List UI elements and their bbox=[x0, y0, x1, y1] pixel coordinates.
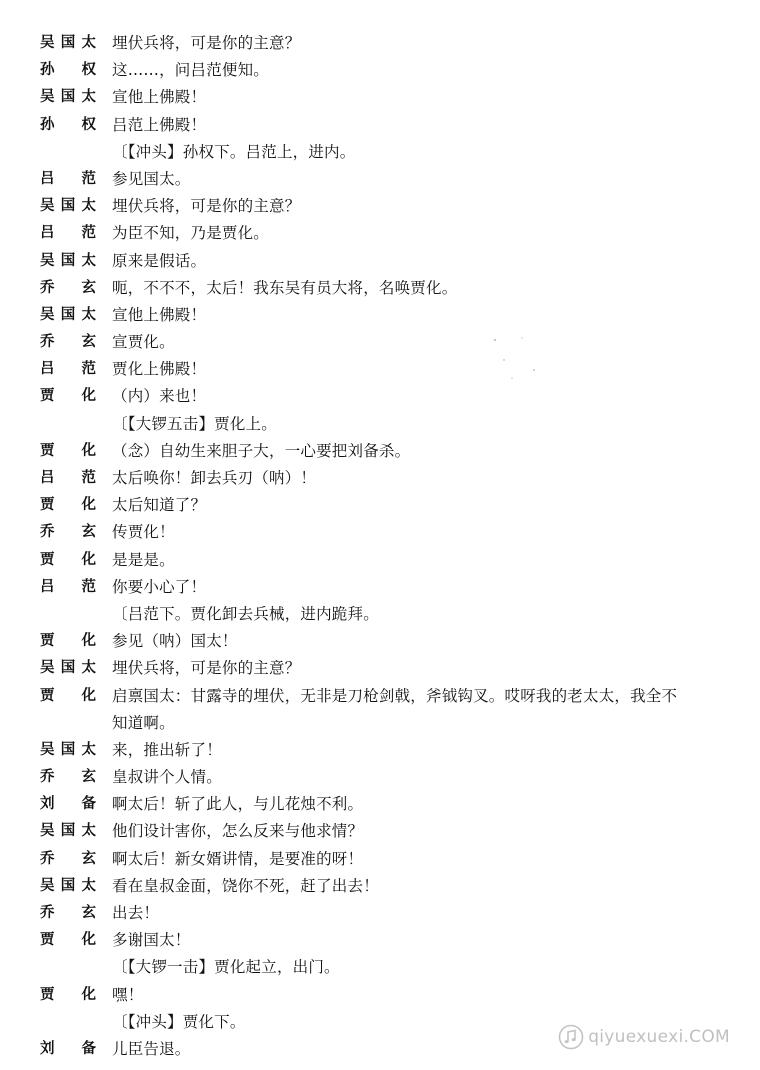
dialogue-line bbox=[0, 302, 760, 329]
dialogue-text: （念）自幼生来胆子大，一心要把刘备杀。 bbox=[112, 441, 411, 460]
dialogue-line bbox=[0, 57, 760, 84]
dialogue-line bbox=[0, 628, 760, 655]
dialogue-continuation bbox=[0, 710, 760, 737]
dialogue-text: 皇叔讲个人情。 bbox=[112, 768, 222, 787]
dialogue-text: 他们设计害你，怎么反来与他求情？ bbox=[112, 822, 364, 841]
music-note-logo-icon bbox=[558, 1024, 584, 1050]
dialogue-line bbox=[0, 900, 760, 927]
speaker-name: 乔玄 bbox=[40, 769, 96, 786]
dialogue-line bbox=[0, 574, 760, 601]
dialogue-line bbox=[0, 791, 760, 818]
dialogue-line bbox=[0, 30, 760, 57]
dialogue-line bbox=[0, 329, 760, 356]
stage-direction-text: 〔【大锣一击】贾化起立，出门。 bbox=[112, 958, 340, 977]
dialogue-line bbox=[0, 356, 760, 383]
dialogue-text: 宣他上佛殿！ bbox=[112, 305, 207, 324]
speaker-name: 吴国太 bbox=[40, 252, 96, 269]
dialogue-text: 这……，问吕范便知。 bbox=[112, 61, 270, 80]
dialogue-line bbox=[0, 818, 760, 845]
dialogue-text: （内）来也！ bbox=[112, 387, 207, 406]
dialogue-text: 参见国太。 bbox=[112, 169, 191, 188]
dialogue-text: 看在皇叔金面，饶你不死，赶了出去！ bbox=[112, 876, 379, 895]
speaker-name: 贾化 bbox=[40, 551, 96, 568]
speaker-name: 贾化 bbox=[40, 986, 96, 1003]
speaker-name: 吴国太 bbox=[40, 35, 96, 51]
speaker-name: 贾化 bbox=[40, 388, 96, 405]
stage-direction bbox=[0, 601, 760, 628]
watermark bbox=[558, 1024, 730, 1050]
dialogue-text: 啊太后！新女婿讲情，是要准的呀！ bbox=[112, 849, 364, 868]
dialogue-text: 传贾化！ bbox=[112, 523, 175, 542]
speaker-name: 孙权 bbox=[40, 62, 96, 79]
dialogue-line bbox=[0, 112, 760, 139]
speaker-name: 吕范 bbox=[40, 225, 96, 242]
script-text bbox=[0, 30, 760, 1063]
dialogue-text: 宣贾化。 bbox=[112, 333, 175, 352]
dialogue-line bbox=[0, 492, 760, 519]
stage-direction-text: 〔吕范下。贾化卸去兵械，进内跪拜。 bbox=[112, 604, 379, 623]
stage-direction-text: 〔【冲头】孙权下。吕范上，进内。 bbox=[112, 142, 356, 161]
dialogue-line bbox=[0, 84, 760, 111]
dialogue-line bbox=[0, 547, 760, 574]
stage-direction-text: 〔【大锣五击】贾化上。 bbox=[112, 414, 277, 433]
dialogue-text: 原来是假话。 bbox=[112, 251, 207, 270]
speaker-name: 孙权 bbox=[40, 116, 96, 133]
dialogue-text: 埋伏兵将，可是你的主意？ bbox=[112, 659, 301, 678]
dialogue-text: 来，推出斩了！ bbox=[112, 740, 222, 759]
dialogue-text: 贾化上佛殿！ bbox=[112, 360, 207, 379]
speaker-name: 刘备 bbox=[40, 796, 96, 813]
speaker-name: 贾化 bbox=[40, 687, 96, 704]
speaker-name: 贾化 bbox=[40, 932, 96, 949]
speaker-name: 吴国太 bbox=[40, 877, 96, 894]
speaker-name: 吕范 bbox=[40, 470, 96, 486]
print-specks bbox=[490, 330, 550, 390]
speaker-name: 乔玄 bbox=[40, 334, 96, 351]
dialogue-text: 埋伏兵将，可是你的主意？ bbox=[112, 34, 301, 52]
dialogue-text: 为臣不知，乃是贾化。 bbox=[112, 224, 270, 243]
speaker-name: 刘备 bbox=[40, 1040, 96, 1057]
dialogue-line bbox=[0, 737, 760, 764]
speaker-name: 乔玄 bbox=[40, 524, 96, 541]
dialogue-line bbox=[0, 873, 760, 900]
dialogue-line bbox=[0, 465, 760, 492]
dialogue-text: 太后知道了？ bbox=[112, 496, 207, 515]
dialogue-line bbox=[0, 655, 760, 682]
dialogue-text: 启禀国太：甘露寺的埋伏，无非是刀枪剑戟，斧钺钩叉。哎呀我的老太太，我全不 bbox=[112, 686, 678, 705]
dialogue-text: 嘿！ bbox=[112, 985, 144, 1004]
dialogue-line bbox=[0, 519, 760, 546]
speaker-name: 吴国太 bbox=[40, 89, 96, 106]
dialogue-text: 太后唤你！卸去兵刃（呐）！ bbox=[112, 469, 317, 487]
dialogue-line bbox=[0, 383, 760, 410]
speaker-name: 吴国太 bbox=[40, 198, 96, 215]
speaker-name: 贾化 bbox=[40, 633, 96, 650]
speaker-name: 贾化 bbox=[40, 442, 96, 459]
speaker-name: 乔玄 bbox=[40, 850, 96, 867]
stage-direction-text: 〔【冲头】贾化下。 bbox=[112, 1012, 246, 1031]
dialogue-text: 出去！ bbox=[112, 904, 160, 922]
dialogue-text: 多谢国太！ bbox=[112, 931, 191, 950]
dialogue-line bbox=[0, 220, 760, 247]
speaker-name: 吴国太 bbox=[40, 660, 96, 677]
dialogue-line bbox=[0, 193, 760, 220]
dialogue-text: 埋伏兵将，可是你的主意？ bbox=[112, 197, 301, 216]
dialogue-line bbox=[0, 683, 760, 710]
dialogue-text: 啊太后！斩了此人，与儿花烛不利。 bbox=[112, 795, 364, 814]
speaker-name: 吕范 bbox=[40, 361, 96, 378]
dialogue-text: 儿臣告退。 bbox=[112, 1039, 191, 1058]
dialogue-line bbox=[0, 982, 760, 1009]
dialogue-line bbox=[0, 846, 760, 873]
speaker-name: 乔玄 bbox=[40, 905, 96, 921]
dialogue-line bbox=[0, 438, 760, 465]
speaker-name: 吴国太 bbox=[40, 741, 96, 758]
dialogue-text: 知道啊。 bbox=[112, 713, 175, 732]
dialogue-text: 你要小心了！ bbox=[112, 577, 207, 596]
speaker-name: 吕范 bbox=[40, 578, 96, 595]
speaker-name: 贾化 bbox=[40, 497, 96, 514]
dialogue-line bbox=[0, 764, 760, 791]
speaker-name: 乔玄 bbox=[40, 279, 96, 296]
speaker-name: 吴国太 bbox=[40, 306, 96, 323]
dialogue-text: 宣他上佛殿！ bbox=[112, 88, 207, 107]
dialogue-line bbox=[0, 248, 760, 275]
stage-direction bbox=[0, 139, 760, 166]
watermark-text: qiyuexuexi.COM bbox=[588, 1027, 730, 1047]
dialogue-line bbox=[0, 166, 760, 193]
dialogue-text: 吕范上佛殿！ bbox=[112, 115, 207, 134]
dialogue-text: 是是是。 bbox=[112, 550, 175, 569]
stage-direction bbox=[0, 411, 760, 438]
dialogue-line bbox=[0, 275, 760, 302]
speaker-name: 吕范 bbox=[40, 170, 96, 187]
dialogue-text: 呃，不不不，太后！我东吴有员大将，名唤贾化。 bbox=[112, 278, 458, 297]
dialogue-text: 参见（呐）国太！ bbox=[112, 632, 238, 651]
stage-direction bbox=[0, 954, 760, 981]
speaker-name: 吴国太 bbox=[40, 823, 96, 840]
dialogue-line bbox=[0, 927, 760, 954]
